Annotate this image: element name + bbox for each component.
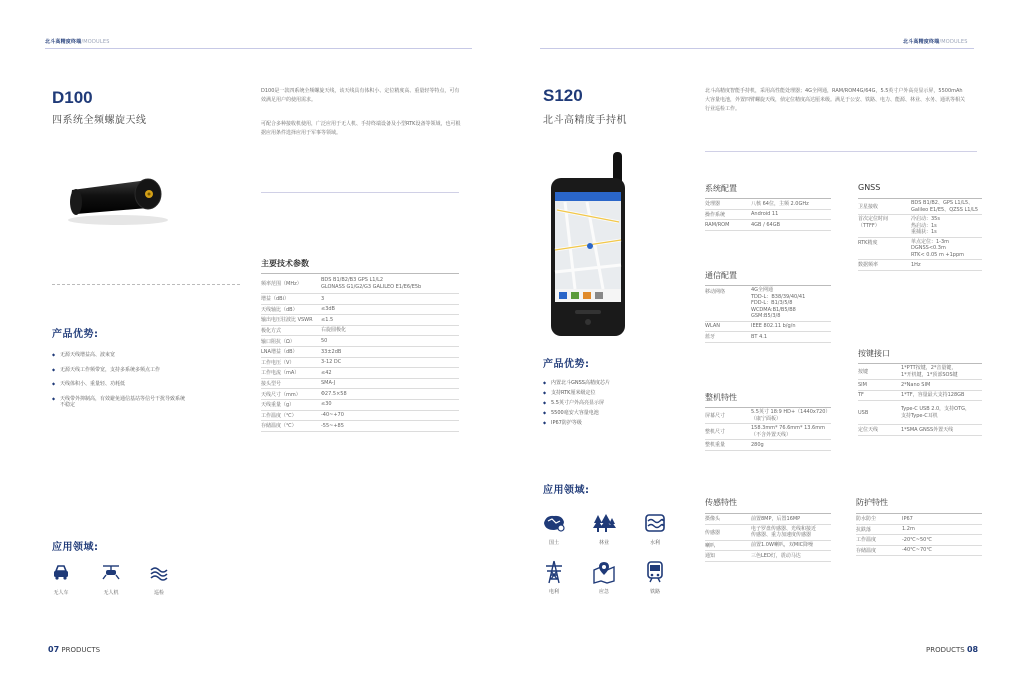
spec-value: 电子罗盘传感器、光线和接近 传感器、重力加速度传感器 xyxy=(751,525,817,539)
app-label-drone: 无人机 xyxy=(103,590,119,596)
advantage-item: ◆ 5500毫安大容量电池 xyxy=(543,410,663,417)
d100-subtitle: 四系统全频螺旋天线 xyxy=(52,115,147,126)
d100-intro-2: 可配合多种接收机使用，广泛应用于无人机、手持终端设备及小型RTK设备等领域，也可根据应用条件选择应用于军事等领域。 xyxy=(261,121,461,136)
spec-value: ≤42 xyxy=(321,369,332,376)
iface-row xyxy=(858,364,982,380)
spec-value: -55~+85 xyxy=(321,422,344,429)
spec-key: USB xyxy=(858,409,869,416)
gnss-row xyxy=(858,260,982,271)
spec-value: 4GB / 64GB xyxy=(751,221,781,228)
spec-value: 4G全网通 TDD-L：B38/39/40/41 FDD-L：B1/3/5/8 WCDMA:B1/B5/B8 GSM:B5/3/8 xyxy=(751,287,806,319)
land-icon xyxy=(542,513,566,533)
sensor-row xyxy=(705,541,831,552)
app-label-inspection: 巡检 xyxy=(153,590,164,596)
spec-key: TF xyxy=(858,392,864,399)
protect-row xyxy=(856,546,982,557)
spec-value: Type-C USB 2.0，支持OTG， 支持Type-C耳机 xyxy=(901,406,971,419)
spec-value: 33±2dB xyxy=(321,348,342,355)
comm-row xyxy=(705,286,831,322)
protect-row xyxy=(856,535,982,546)
spec-value: 前置1.0W喇叭，双MIC降噪 xyxy=(751,542,814,549)
s120-title: S120 xyxy=(543,86,583,105)
spec-key: 按键 xyxy=(858,369,869,375)
s120-intro: 北斗高精度智能手持机，采用高性能处理器；4G全网通，RAM/ROM4G/64G，5.5英寸户外高亮显示屏，5500mAh大容量电池，外置四臂螺旋天线，侦定位精度高达厘米级。满足于公安、铁路、电力、能源、林业、水务、通讯等相关行业巡检工作。 xyxy=(705,88,966,112)
spec-key: 输口阻抗（Ω） xyxy=(261,338,295,345)
gnss-row xyxy=(858,199,982,215)
iface-row xyxy=(858,391,982,402)
s120-sensor-table xyxy=(705,513,831,562)
s120-sys-table xyxy=(705,198,831,231)
d100-intro-1: D100是一款四系统全频螺旋天线，该天线具有体积小、定位精度高、重量轻等特点，可有效满足用户的使用需求。 xyxy=(261,88,460,103)
spec-key: 增益（dBi） xyxy=(261,296,289,303)
spec-key: 存储温度（℃） xyxy=(261,423,297,430)
right-header-brand: 北斗高精度终端 xyxy=(903,39,940,45)
whole-row xyxy=(705,440,831,451)
spec-key: 天线轴比（dB） xyxy=(261,306,298,313)
sensor-row xyxy=(705,525,831,541)
spec-key: 天线尺寸（mm） xyxy=(261,391,301,398)
s120-gnss-title: GNSS xyxy=(858,183,881,192)
spec-value: 3 xyxy=(321,295,325,302)
iface-row xyxy=(858,425,982,436)
spec-value: 前置8MP，后置16MP xyxy=(751,515,801,522)
spec-value: 冷启动：35s 热启动：1s 重捕获：1s xyxy=(911,216,940,235)
right-page-word: PRODUCTS xyxy=(926,646,965,654)
spec-value: 3-12 DC xyxy=(321,359,342,366)
gnss-row xyxy=(858,215,982,238)
spec-key: 工作温度（℃） xyxy=(261,412,297,419)
spec-value: 单点定位：1-3m DGNSS<0.3m RTK< 0.05 m +1ppm xyxy=(911,238,964,258)
d100-antenna-image xyxy=(62,168,174,230)
spec-value: 八核 64位，主频 2.0GHz xyxy=(751,200,809,207)
spec-value: IP67 xyxy=(902,515,913,522)
map-pin-icon xyxy=(592,560,616,584)
spec-key: 工作电压（V） xyxy=(261,359,295,366)
spec-row xyxy=(261,368,459,379)
spec-value: -40℃~70℃ xyxy=(902,547,932,554)
spec-value: 右旋圆极化 xyxy=(321,327,347,334)
d100-title: D100 xyxy=(52,88,93,107)
spec-value: Android 11 xyxy=(751,211,779,218)
spec-value: SMA-J xyxy=(321,380,336,387)
app-label-forest: 林业 xyxy=(598,540,609,546)
spec-value: 1*TF，容量最大支持128GB xyxy=(901,392,965,399)
advantage-item: ◆ 无源天线工作频带宽，支持多系统多频点工作 xyxy=(52,367,187,374)
spec-value: -20℃~50℃ xyxy=(902,536,932,543)
spec-key: 防水防尘 xyxy=(856,516,877,523)
spec-key: 操作系统 xyxy=(705,211,726,218)
gnss-row xyxy=(858,238,982,261)
spec-value: 三色LED灯，震动马达 xyxy=(751,552,801,559)
spec-key: 天线重量（g） xyxy=(261,402,295,409)
spec-value: 1.2m xyxy=(902,526,915,533)
advantage-item: ◆ 5.5英寸户外高亮显示屏 xyxy=(543,400,663,407)
app-label-railway: 铁路 xyxy=(649,589,660,595)
app-label-power: 电利 xyxy=(548,589,559,595)
spec-value: 280g xyxy=(751,441,764,448)
right-header xyxy=(903,38,968,45)
protect-row xyxy=(856,514,982,525)
d100-advantages-list xyxy=(52,352,187,409)
comm-row xyxy=(705,332,831,343)
sensor-row xyxy=(705,514,831,525)
spec-value: 50 xyxy=(321,337,328,344)
s120-intro-rule xyxy=(705,151,977,152)
advantage-item: ◆ IP67防护等级 xyxy=(543,420,663,427)
spec-key: 频率范围（MHz） xyxy=(261,281,302,287)
left-header-brand: 北斗高精度终端 xyxy=(45,39,82,45)
sys-row xyxy=(705,199,831,210)
inspection-icon xyxy=(149,565,169,581)
spec-value: 1*SMA GNSS外置天线 xyxy=(901,426,954,433)
spec-row xyxy=(261,336,459,347)
spec-row xyxy=(261,326,459,337)
spec-value: BDS B1/B2、GPS L1/L5、 Galileo E1/E5、QZSS L1/L5 xyxy=(911,200,979,213)
left-header-modules: /MODULES xyxy=(81,39,110,45)
spec-key: RTK精度 xyxy=(858,239,878,246)
spec-key: 极化方式 xyxy=(261,328,282,335)
iface-row xyxy=(858,380,982,391)
spec-key: 屏幕尺寸 xyxy=(705,413,726,419)
sys-row xyxy=(705,210,831,221)
right-header-rule xyxy=(540,48,974,49)
spec-key: 存储温度 xyxy=(856,548,877,555)
s120-subtitle: 北斗高精度手持机 xyxy=(543,115,627,126)
advantage-item: ◆ 天线带外抑制高，有效避免通信基站等信号干扰导致系统不稳定 xyxy=(52,396,187,409)
advantage-item: ◆ 支持RTK厘米级定位 xyxy=(543,390,663,397)
spec-row xyxy=(261,294,459,305)
spec-value: ≤3dB xyxy=(321,306,335,313)
spec-row xyxy=(261,274,459,294)
spec-row xyxy=(261,411,459,422)
s120-protect-table xyxy=(856,513,982,556)
spec-row xyxy=(261,389,459,400)
app-label-emergency: 应急 xyxy=(598,589,609,595)
app-label-car: 无人车 xyxy=(53,590,69,596)
s120-comm-title: 通信配置 xyxy=(705,271,737,280)
d100-intro-rule xyxy=(261,192,459,193)
spec-row xyxy=(261,358,459,369)
advantage-item: ◆ 内置北斗GNSS高精度芯片 xyxy=(543,380,663,387)
spec-row xyxy=(261,379,459,390)
app-label-water: 水利 xyxy=(649,540,660,546)
left-page-number: 07 xyxy=(48,645,60,654)
comm-row xyxy=(705,322,831,333)
power-tower-icon xyxy=(543,560,565,584)
left-header-rule xyxy=(45,48,472,49)
spec-value: ≤1.5 xyxy=(321,316,334,323)
spec-key: WLAN xyxy=(705,323,721,330)
s120-whole-table xyxy=(705,407,831,451)
s120-sensor-title: 传感特性 xyxy=(705,498,737,507)
train-icon xyxy=(645,560,665,584)
spec-value: 1Hz xyxy=(911,261,921,268)
d100-specs-table xyxy=(261,273,459,432)
spec-key: 定位天线 xyxy=(858,427,879,434)
spec-key: 整机重量 xyxy=(705,442,726,449)
spec-key: 整机尺寸 xyxy=(705,429,726,435)
spec-value: 5.5英寸 18:9 HD+（1440x720） （康宁面板） xyxy=(751,409,831,422)
spec-value: 1*PTT按键，2*音量键， 1*开机键，1*顶部SOS键 xyxy=(901,365,958,378)
protect-row xyxy=(856,525,982,536)
app-label-land: 国土 xyxy=(548,540,559,546)
spec-key: 数据频率 xyxy=(858,262,879,269)
s120-gnss-table xyxy=(858,198,982,271)
spec-value: BT 4.1 xyxy=(751,333,768,340)
s120-iface-table xyxy=(858,363,982,436)
spec-row xyxy=(261,315,459,326)
spec-value: 2*Nano SIM xyxy=(901,381,931,388)
spec-key: 移动网络 xyxy=(705,289,726,295)
spec-key: 蓝牙 xyxy=(705,334,716,341)
spec-value: IEEE 802.11 b/g/n xyxy=(751,323,796,330)
spec-key: 喇叭 xyxy=(705,542,716,549)
d100-advantages-title: 产品优势: xyxy=(52,329,99,340)
spec-value: Φ27.5×58 xyxy=(321,390,347,397)
spec-key: LNA增益（dB） xyxy=(261,349,298,356)
spec-row xyxy=(261,400,459,411)
whole-row xyxy=(705,424,831,440)
d100-image-divider xyxy=(52,284,240,285)
spec-key: 传感器 xyxy=(705,529,721,536)
iface-row xyxy=(858,401,982,425)
spec-key: 工作电流（mA） xyxy=(261,370,300,377)
d100-applications-title: 应用领域: xyxy=(52,542,99,553)
spec-value: 158.3mm* 76.6mm* 13.6mm （不含外置天线） xyxy=(751,425,825,438)
spec-key: 工作温度 xyxy=(856,537,877,544)
s120-sys-title: 系统配置 xyxy=(705,184,737,193)
spec-row xyxy=(261,347,459,358)
left-page-footer xyxy=(48,645,100,654)
s120-comm-table xyxy=(705,285,831,343)
spec-key: 输出电压驻波比 VSWR xyxy=(261,317,313,324)
sensor-row xyxy=(705,551,831,562)
spec-key: 接头型号 xyxy=(261,381,282,388)
spec-key: 抗跌落 xyxy=(856,526,872,533)
sys-row xyxy=(705,220,831,231)
car-icon xyxy=(52,563,70,581)
spec-row xyxy=(261,421,459,432)
drone-icon xyxy=(100,563,122,581)
s120-device-image xyxy=(545,150,635,340)
advantage-item: ◆ 无源天线增益高、波束宽 xyxy=(52,352,187,359)
spec-key: 通知 xyxy=(705,553,716,560)
spec-key: 首次定位时间 （TTFF） xyxy=(858,216,889,229)
s120-protect-title: 防护特性 xyxy=(856,498,888,507)
water-icon xyxy=(644,513,666,533)
d100-specs-title: 主要技术参数 xyxy=(261,259,309,268)
left-page-word: PRODUCTS xyxy=(61,646,101,654)
spec-key: RAM/ROM xyxy=(705,221,730,228)
right-page-number: 08 xyxy=(966,645,979,654)
s120-applications-title: 应用领域: xyxy=(543,485,590,496)
spec-key: 处理器 xyxy=(705,201,721,208)
s120-whole-title: 整机特性 xyxy=(705,393,737,402)
s120-iface-title: 按键接口 xyxy=(858,349,890,358)
advantage-item: ◆ 天线体积小、重量轻、功耗低 xyxy=(52,381,187,388)
s120-advantages-title: 产品优势: xyxy=(543,359,590,370)
spec-row xyxy=(261,305,459,316)
spec-key: SIM xyxy=(858,381,867,388)
spec-value: BDS B1/B2/B3 GPS L1/L2 GLONASS G1/G2/G3 GALILEO E1/E6/E5b xyxy=(321,277,422,290)
s120-advantages-list xyxy=(543,380,663,427)
spec-key: 卫星接收 xyxy=(858,204,879,210)
right-header-modules: /MODULES xyxy=(939,39,968,45)
right-page-footer xyxy=(926,645,978,654)
whole-row xyxy=(705,408,831,424)
left-header xyxy=(45,38,110,45)
forest-icon xyxy=(592,513,616,533)
spec-value: -40~+70 xyxy=(321,412,344,419)
spec-key: 摄像头 xyxy=(705,516,721,523)
spec-value: ≤30 xyxy=(321,401,332,408)
